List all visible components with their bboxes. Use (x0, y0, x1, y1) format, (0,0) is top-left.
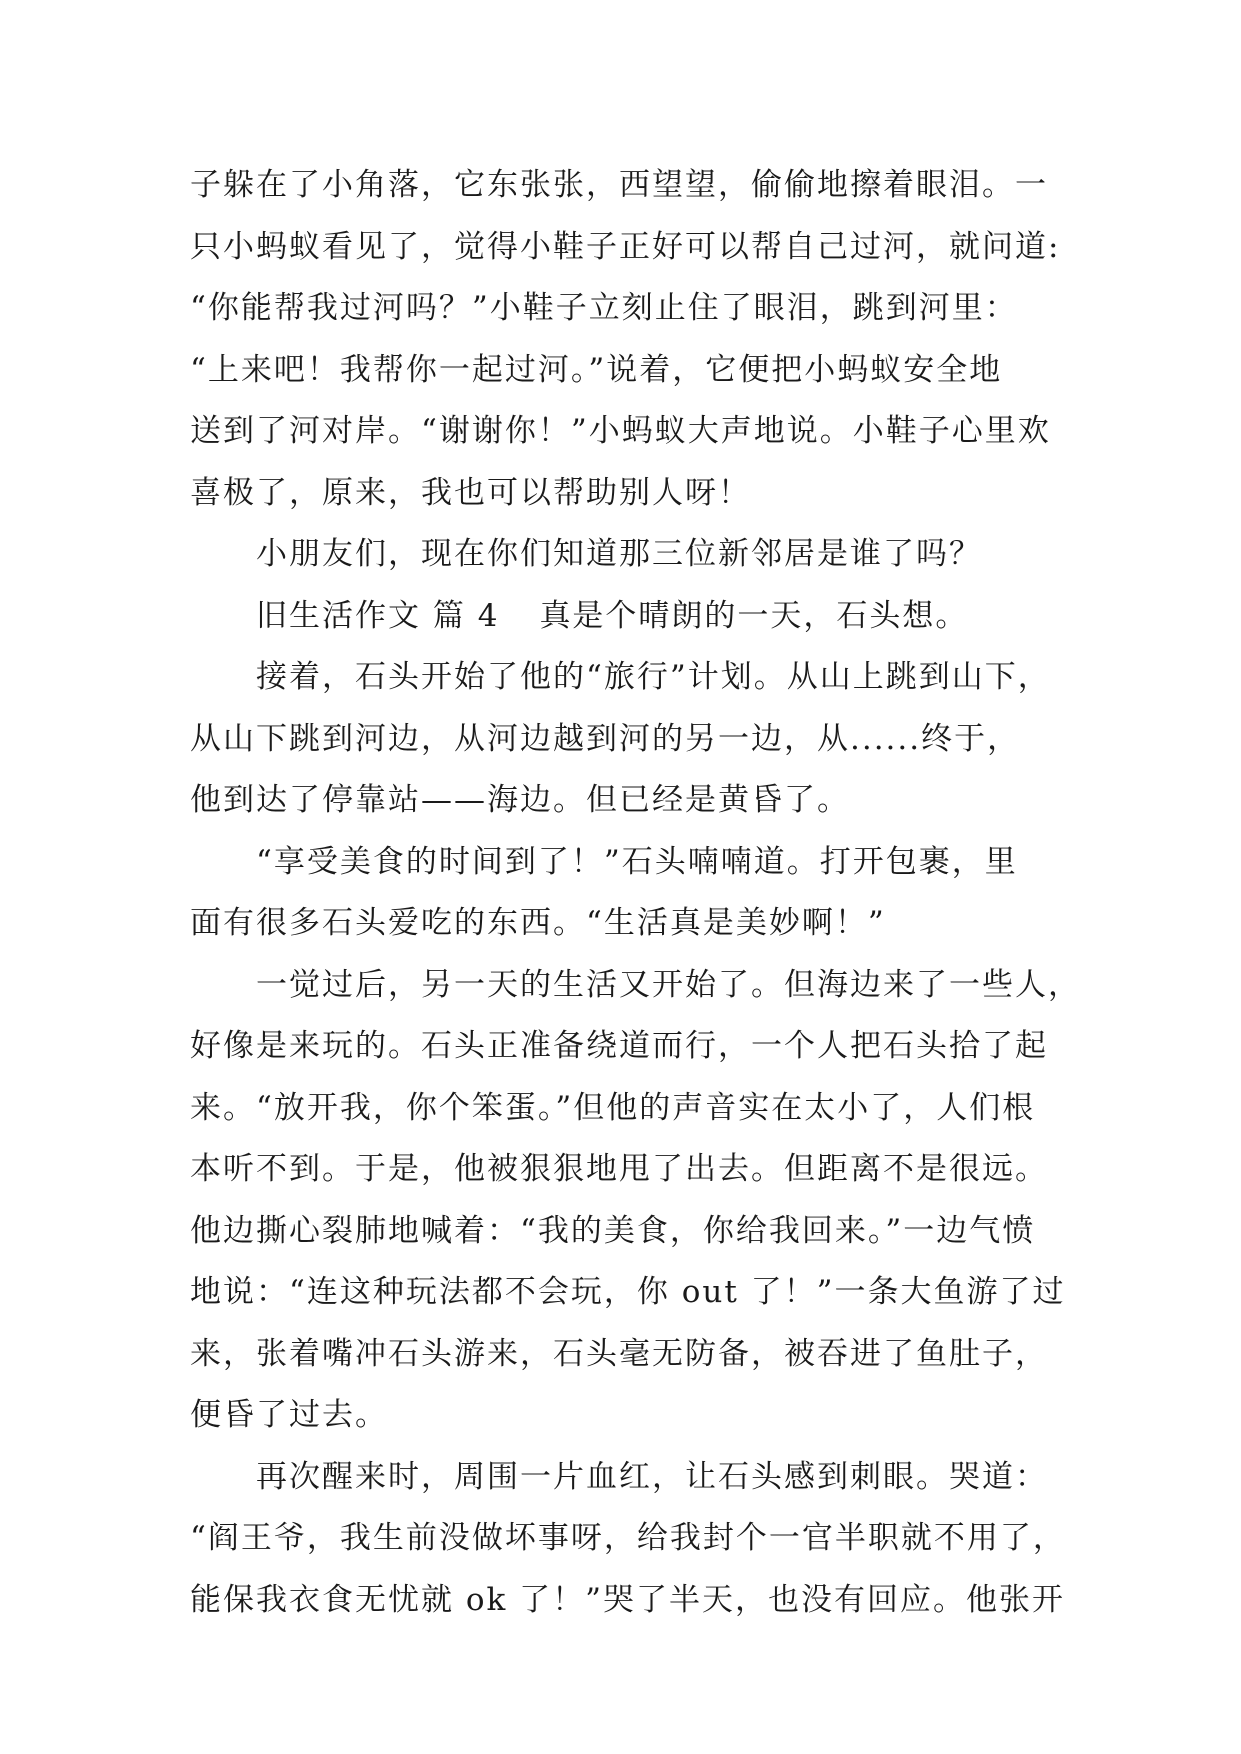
paragraph-line: “阎王爷，我生前没做坏事呀，给我封个一官半职就不用了， (190, 1520, 1066, 1556)
section-heading-line (190, 586, 1070, 648)
paragraph-line: 地说：“连这种玩法都不会玩，你 out 了！”一条大鱼游了过 (190, 1274, 1066, 1310)
body-text (190, 155, 1081, 1631)
paragraph-line: 喜极了，原来，我也可以帮助别人呀！ (190, 474, 751, 511)
paragraph-line: 面有很多石头爱吃的东西。“生活真是美妙啊！” (190, 905, 886, 941)
paragraph-line: 他到达了停靠站——海边。但已经是黄昏了。 (190, 782, 850, 818)
paragraph-line: 来，张着嘴冲石头游来，石头毫无防备，被吞进了鱼肚子， (190, 1335, 1048, 1372)
paragraph-line: 小朋友们，现在你们知道那三位新邻居是谁了吗？ (190, 536, 982, 572)
paragraph-line: 来。“放开我，你个笨蛋。”但他的声音实在太小了，人们根 (190, 1089, 1036, 1126)
paragraph-line: 本听不到。于是，他被狠狠地甩了出去。但距离不是很远。 (190, 1151, 1048, 1187)
paragraph-line: 子躲在了小角落，它东张张，西望望，偷偷地擦着眼泪。一 (190, 167, 1048, 203)
section-intro: 真是个晴朗的一天，石头想。 (539, 597, 969, 634)
paragraph-line: 只小蚂蚁看见了，觉得小鞋子正好可以帮自己过河，就问道: (190, 228, 1061, 265)
paragraph-line: “享受美食的时间到了！”石头喃喃道。打开包裹，里 (190, 843, 1018, 880)
paragraph-line: “上来吧！我帮你一起过河。”说着，它便把小蚂蚁安全地 (190, 351, 1003, 388)
paragraph-line: 能保我衣食无忧就 ok 了！”哭了半天，也没有回应。他张开 (190, 1581, 1066, 1618)
paragraph-line: 再次醒来时，周围一片血红，让石头感到刺眼。哭道： (190, 1458, 1048, 1495)
paragraph-line: 接着，石头开始了他的“旅行”计划。从山上跳到山下， (190, 659, 1051, 695)
paragraph-line: 从山下跳到河边，从河边越到河的另一边，从......终于， (190, 720, 1021, 757)
section-title: 旧生活作文 篇 4 (190, 597, 500, 634)
paragraph-line: 送到了河对岸。“谢谢你！”小蚂蚁大声地说。小鞋子心里欢 (190, 413, 1051, 449)
paragraph-line: 好像是来玩的。石头正准备绕道而行，一个人把石头拾了起 (190, 1028, 1048, 1064)
paragraph-line: 他边撕心裂肺地喊着：“我的美食，你给我回来。”一边气愤 (190, 1212, 1036, 1249)
paragraph-line: 便昏了过去。 (190, 1397, 388, 1433)
paragraph-line: 一觉过后，另一天的生活又开始了。但海边来了一些人， (190, 966, 1081, 1003)
paragraph-line: “你能帮我过河吗？”小鞋子立刻止住了眼泪，跳到河里： (190, 290, 1018, 326)
